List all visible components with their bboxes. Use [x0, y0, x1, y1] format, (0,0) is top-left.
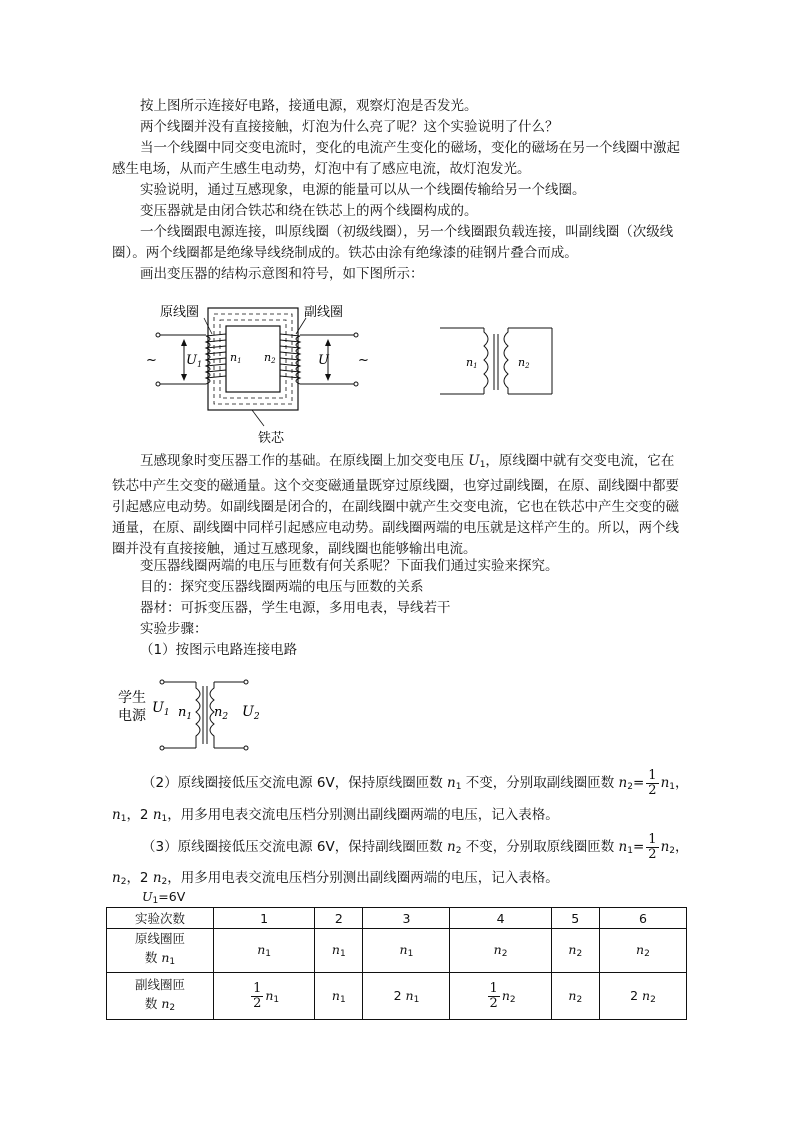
paragraph-purpose: 目的：探究变压器线圈两端的电压与匝数的关系 [140, 579, 424, 595]
table-cell: $n_1$ [315, 929, 363, 973]
data-table [106, 907, 687, 1020]
table-row-primary [107, 929, 687, 973]
table-row-secondary [107, 973, 687, 1020]
paragraph-1: 按上图所示连接好电路，接通电源，观察灯泡是否发光。 [140, 98, 478, 114]
step-2-line-2: $n_1$，2 $n_1$，用多用电表交流电压档分别测出副线圈两端的电压，记入表格。 [112, 807, 559, 824]
secondary-coil [280, 334, 300, 384]
secondary-coil-symbol [504, 328, 508, 394]
table-header-cell: 6 [599, 908, 686, 929]
table-cell: 2 $n_2$ [599, 973, 686, 1020]
step-3-line-2: $n_2$，2 $n_2$，用多用电表交流电压档分别测出副线圈两端的电压，记入表格。 [112, 870, 559, 887]
source-label-2: 电源 [118, 708, 146, 724]
circuit-u1-label: $U_1$ [152, 700, 170, 718]
u1-label: $U_1$ [186, 353, 203, 369]
table-header-cell: 5 [551, 908, 599, 929]
paragraph-9: 变压器线圈两端的电压与匝数有何关系呢？下面我们通过实验来探究。 [140, 558, 559, 574]
step-3-line-1: （3）原线圈接低压交流电源 6V，保持副线圈匝数 $n_2$ 不变，分别取原线圈匝数 $n_1=$ $\frac{1}{2}$ $n_2$， [142, 831, 689, 862]
table-header-row [107, 908, 687, 929]
paragraph-equipment: 器材：可拆变压器，学生电源，多用电表，导线若干 [140, 600, 451, 616]
u1-value: $U_1=6V$ [142, 889, 186, 906]
table-cell: $n_2$ [599, 929, 686, 973]
terminal [354, 333, 358, 337]
circuit-u2-label: $U_2$ [242, 704, 260, 722]
table-cell: $n_1$ [315, 973, 363, 1020]
terminal [354, 382, 358, 386]
paragraph-5: 变压器就是由闭合铁芯和绕在铁芯上的两个线圈构成的。 [140, 203, 478, 219]
row-label-secondary: 副线圈匝 数 $n_2$ [107, 973, 214, 1020]
circuit-n1-label: $n_1$ [178, 705, 193, 722]
primary-coil [206, 334, 226, 384]
table-cell: 2 $n_1$ [363, 973, 450, 1020]
n1-label: n1 [230, 351, 242, 365]
table-cell: $n_1$ [363, 929, 450, 973]
paragraph-4: 实验说明，通过互感现象，电源的能量可以从一个线圈传输给另一个线圈。 [140, 182, 586, 198]
table-header-cell: 2 [315, 908, 363, 929]
table-cell: $n_1$ [214, 929, 315, 973]
ac-symbol-left: ~ [146, 353, 157, 368]
terminal [156, 333, 160, 337]
n2-label: n2 [264, 351, 276, 365]
fraction-half: $\frac{1}{2}$ [648, 767, 657, 798]
fraction-half: $\frac{1}{2}$ [648, 831, 657, 862]
symbol-n1-label: n1 [466, 356, 478, 370]
paragraph-steps-title: 实验步骤： [140, 621, 208, 637]
paragraph-7: 画出变压器的结构示意图和符号，如下图所示： [140, 266, 424, 282]
table-cell: $n_2$ [551, 973, 599, 1020]
terminal [156, 382, 160, 386]
paragraph-8: 互感现象时变压器工作的基础。在原线圈上加交变电压 $U_1$，原线圈中就有交变电流，它在铁芯中产生交变的磁通量。这个交变磁通量既穿过原线圈，也穿过副线圈，在原、副线圈中都要引起感应电动势。如副线圈是闭合的，在副线圈中就产生交变电流，它也在铁芯中产生交变的磁通量，在原、副线圈中同样引起感应电动势。副线圈两端的电压就是这样产生的。所以，两个线圈并没有直接接触，通过互感现象，副线圈也能够输出电流。 [112, 453, 679, 557]
circuit-n2-label: $n_2$ [214, 705, 229, 722]
experiment-circuit-figure [114, 676, 274, 756]
secondary-coil-label: 副线圈 [304, 305, 344, 320]
table-cell: $n_2$ [450, 929, 551, 973]
u2-label: U [318, 353, 329, 368]
source-label-1: 学生 [118, 690, 146, 706]
step-2-line-1: （2）原线圈接低压交流电源 6V，保持原线圈匝数 $n_1$ 不变，分别取副线圈匝数 $n_2=$ $\frac{1}{2}$ $n_1$， [142, 767, 689, 798]
table-header-cell: 1 [214, 908, 315, 929]
table-header-cell: 4 [450, 908, 551, 929]
symbol-n2-label: n2 [518, 356, 530, 370]
core-outer [208, 308, 298, 410]
primary-coil-symbol [484, 328, 488, 394]
paragraph-2: 两个线圈并没有直接接触，灯泡为什么亮了呢？这个实验说明了什么？ [140, 119, 559, 135]
paragraph-6: 一个线圈跟电源连接，叫原线圈（初级线圈），另一个线圈跟负载连接，叫副线圈（次级线圈）。两个线圈都是绝缘导线绕制成的。铁芯由涂有绝缘漆的硅钢片叠合而成。 [112, 224, 674, 261]
transformer-structure-figure [140, 298, 390, 448]
paragraph-3: 当一个线圈中同交变电流时，变化的电流产生变化的磁场，变化的磁场在另一个线圈中激起感生电场，从而产生感生电动势，灯泡中有了感应电流，故灯泡发光。 [112, 140, 680, 177]
row-label-primary: 原线圈匝 数 $n_1$ [107, 929, 214, 973]
table-header-cell: 3 [363, 908, 450, 929]
paragraph-step-1: （1）按图示电路连接电路 [140, 642, 298, 658]
transformer-symbol-figure [440, 318, 556, 398]
core-label: 铁芯 [258, 431, 285, 446]
ac-symbol-right: ~ [358, 353, 369, 368]
primary-coil-label: 原线圈 [160, 305, 200, 320]
table-cell: $\frac{1}{2}$ $n_1$ [214, 973, 315, 1020]
table-cell: $\frac{1}{2}$ $n_2$ [450, 973, 551, 1020]
table-cell: $n_2$ [551, 929, 599, 973]
table-header-cell: 实验次数 [107, 908, 214, 929]
